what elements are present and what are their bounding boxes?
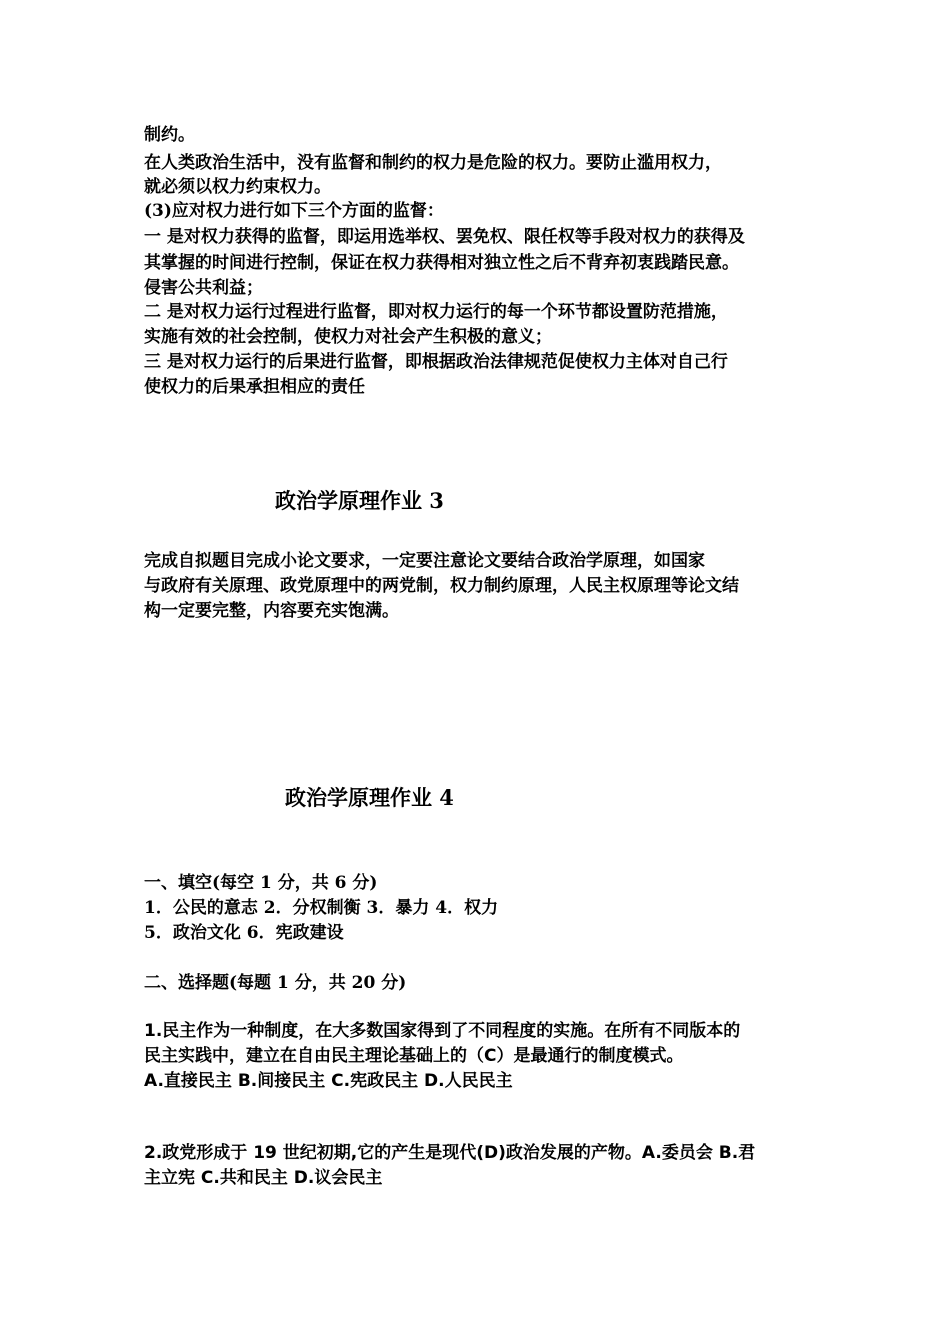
fill-heading: 一、填空(每空 1 分，共 6 分) (144, 873, 378, 893)
text-line: 使权力的后果承担相应的责任 (144, 377, 365, 397)
text-line: 制约。 (144, 125, 195, 145)
text-line: 构一定要完整，内容要充实饱满。 (144, 601, 399, 621)
text-line: 完成自拟题目完成小论文要求，一定要注意论文要结合政治学原理，如国家 (144, 551, 705, 571)
text-line: 实施有效的社会控制，使权力对社会产生积极的意义； (144, 327, 552, 347)
homework3-title: 政治学原理作业 3 (275, 488, 444, 513)
homework4-title: 政治学原理作业 4 (285, 785, 454, 810)
text-line: 就必须以权力约束权力。 (144, 177, 331, 197)
text-line: 三 是对权力运行的后果进行监督，即根据政治法律规范促使权力主体对自己行 (144, 352, 728, 372)
question-line: 民主实践中，建立在自由民主理论基础上的（C）是最通行的制度模式。 (144, 1046, 684, 1066)
question-line: 1.民主作为一种制度，在大多数国家得到了不同程度的实施。在所有不同版本的 (144, 1021, 741, 1041)
choice-heading: 二、选择题(每题 1 分，共 20 分) (144, 973, 407, 993)
text-line: 其掌握的时间进行控制，保证在权力获得相对独立性之后不背弃初衷践踏民意。 (144, 253, 739, 273)
text-line: 侵害公共利益； (144, 278, 263, 298)
question-line: 2.政党形成于 19 世纪初期,它的产生是现代(D)政治发展的产物。A.委员会 B.君 (144, 1143, 756, 1163)
text-line: (3)应对权力进行如下三个方面的监督： (144, 201, 444, 221)
text-line: 一 是对权力获得的监督，即运用选举权、罢免权、限任权等手段对权力的获得及 (144, 227, 745, 247)
fill-answers: 5．政治文化 6．宪政建设 (144, 923, 344, 943)
text-line: 与政府有关原理、政党原理中的两党制，权力制约原理，人民主权原理等论文结 (144, 576, 739, 596)
question-line: A.直接民主 B.间接民主 C.宪政民主 D.人民民主 (144, 1071, 513, 1091)
question-line: 主立宪 C.共和民主 D.议会民主 (144, 1168, 383, 1188)
text-line: 在人类政治生活中，没有监督和制约的权力是危险的权力。要防止滥用权力， (144, 153, 722, 173)
text-line: 二 是对权力运行过程进行监督，即对权力运行的每一个环节都设置防范措施， (144, 302, 728, 322)
fill-answers: 1．公民的意志 2．分权制衡 3．暴力 4．权力 (144, 898, 499, 918)
